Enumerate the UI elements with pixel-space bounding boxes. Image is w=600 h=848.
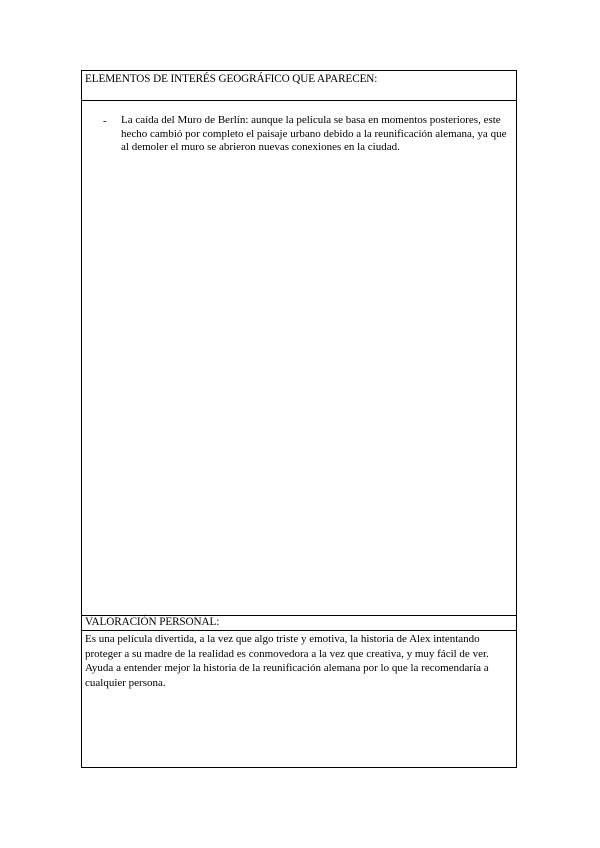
bullet-marker: - bbox=[103, 115, 107, 127]
geography-item-text: La caída del Muro de Berlín: aunque la película se basa en momentos posteriores, este hecho cambió por completo el paisaje urbano debido a la reunificación alemana, ya que al demoler el muro se abrieron nuevas conexiones en la ciudad. bbox=[121, 114, 507, 154]
valoracion-text: Es una película divertida, a la vez que algo triste y emotiva, la historia de Alex intentando proteger a su madre de la realidad es conmovedora a la vez que creativa, y muy fácil de ver. Ayuda a entender mejor la historia de la reunificación alemana por lo que la recomendaría a cualquier persona. bbox=[85, 633, 489, 689]
geography-header-row bbox=[82, 71, 516, 101]
valoracion-content-cell bbox=[82, 631, 516, 767]
valoracion-heading: VALORACIÓN PERSONAL: bbox=[85, 616, 220, 628]
worksheet-table bbox=[81, 70, 517, 768]
geography-content-cell bbox=[82, 101, 516, 616]
geography-heading: ELEMENTOS DE INTERÉS GEOGRÁFICO QUE APARECEN: bbox=[85, 73, 378, 85]
valoracion-header-row bbox=[82, 616, 516, 631]
